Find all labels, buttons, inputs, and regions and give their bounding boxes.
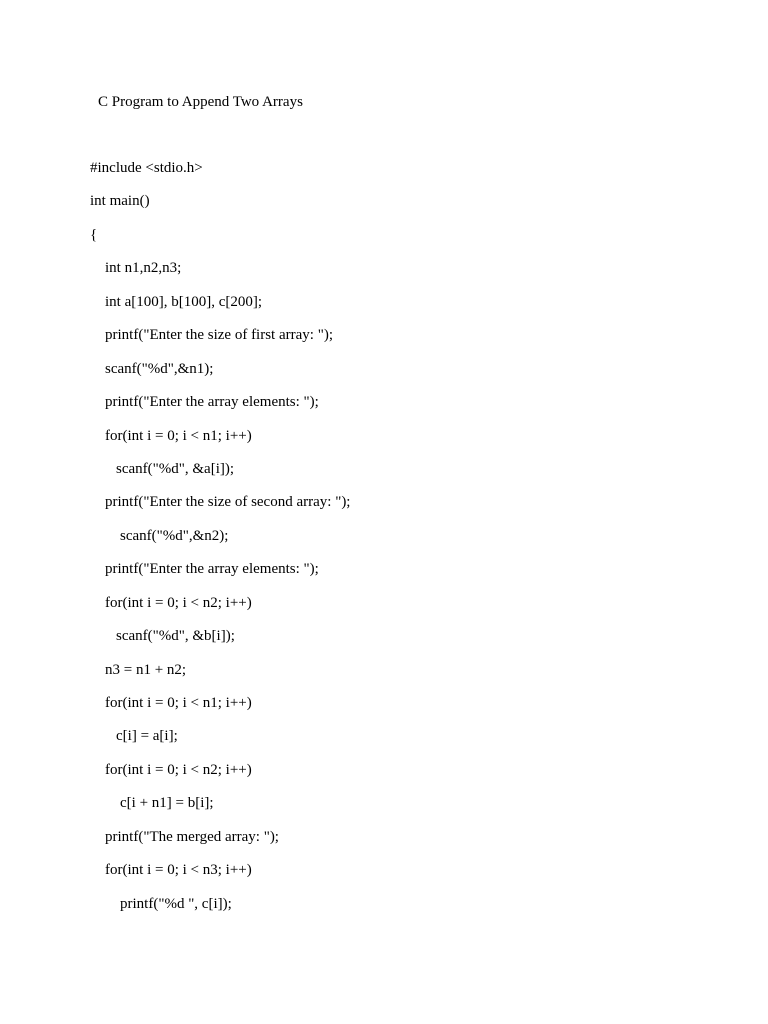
code-line: int main()	[90, 193, 150, 210]
code-listing	[90, 159, 350, 928]
code-line: scanf("%d",&n1);	[105, 360, 214, 377]
code-line: int a[100], b[100], c[200];	[105, 293, 263, 310]
code-line: scanf("%d",&n2);	[120, 527, 229, 544]
code-line: printf("Enter the size of second array: ");	[105, 494, 351, 511]
code-line: scanf("%d", &b[i]);	[116, 628, 235, 645]
code-line: printf("Enter the array elements: ");	[105, 394, 319, 411]
code-line: int n1,n2,n3;	[105, 260, 182, 277]
code-line: for(int i = 0; i < n3; i++)	[105, 862, 252, 879]
code-line: printf("Enter the size of first array: ");	[105, 327, 333, 344]
code-line: printf("The merged array: ");	[105, 828, 279, 845]
code-line: c[i + n1] = b[i];	[120, 795, 214, 812]
code-line: printf("Enter the array elements: ");	[105, 561, 319, 578]
code-line: for(int i = 0; i < n1; i++)	[105, 427, 252, 444]
code-line: c[i] = a[i];	[116, 728, 178, 745]
code-line: scanf("%d", &a[i]);	[116, 460, 235, 477]
code-line: for(int i = 0; i < n2; i++)	[105, 761, 252, 778]
code-line: #include <stdio.h>	[90, 160, 203, 176]
code-line: n3 = n1 + n2;	[105, 661, 187, 678]
code-line: for(int i = 0; i < n1; i++)	[105, 695, 252, 711]
code-line: {	[90, 226, 98, 243]
document-title: C Program to Append Two Arrays	[98, 94, 303, 110]
code-line: for(int i = 0; i < n2; i++)	[105, 594, 252, 611]
code-line: printf("%d ", c[i]);	[120, 895, 232, 912]
